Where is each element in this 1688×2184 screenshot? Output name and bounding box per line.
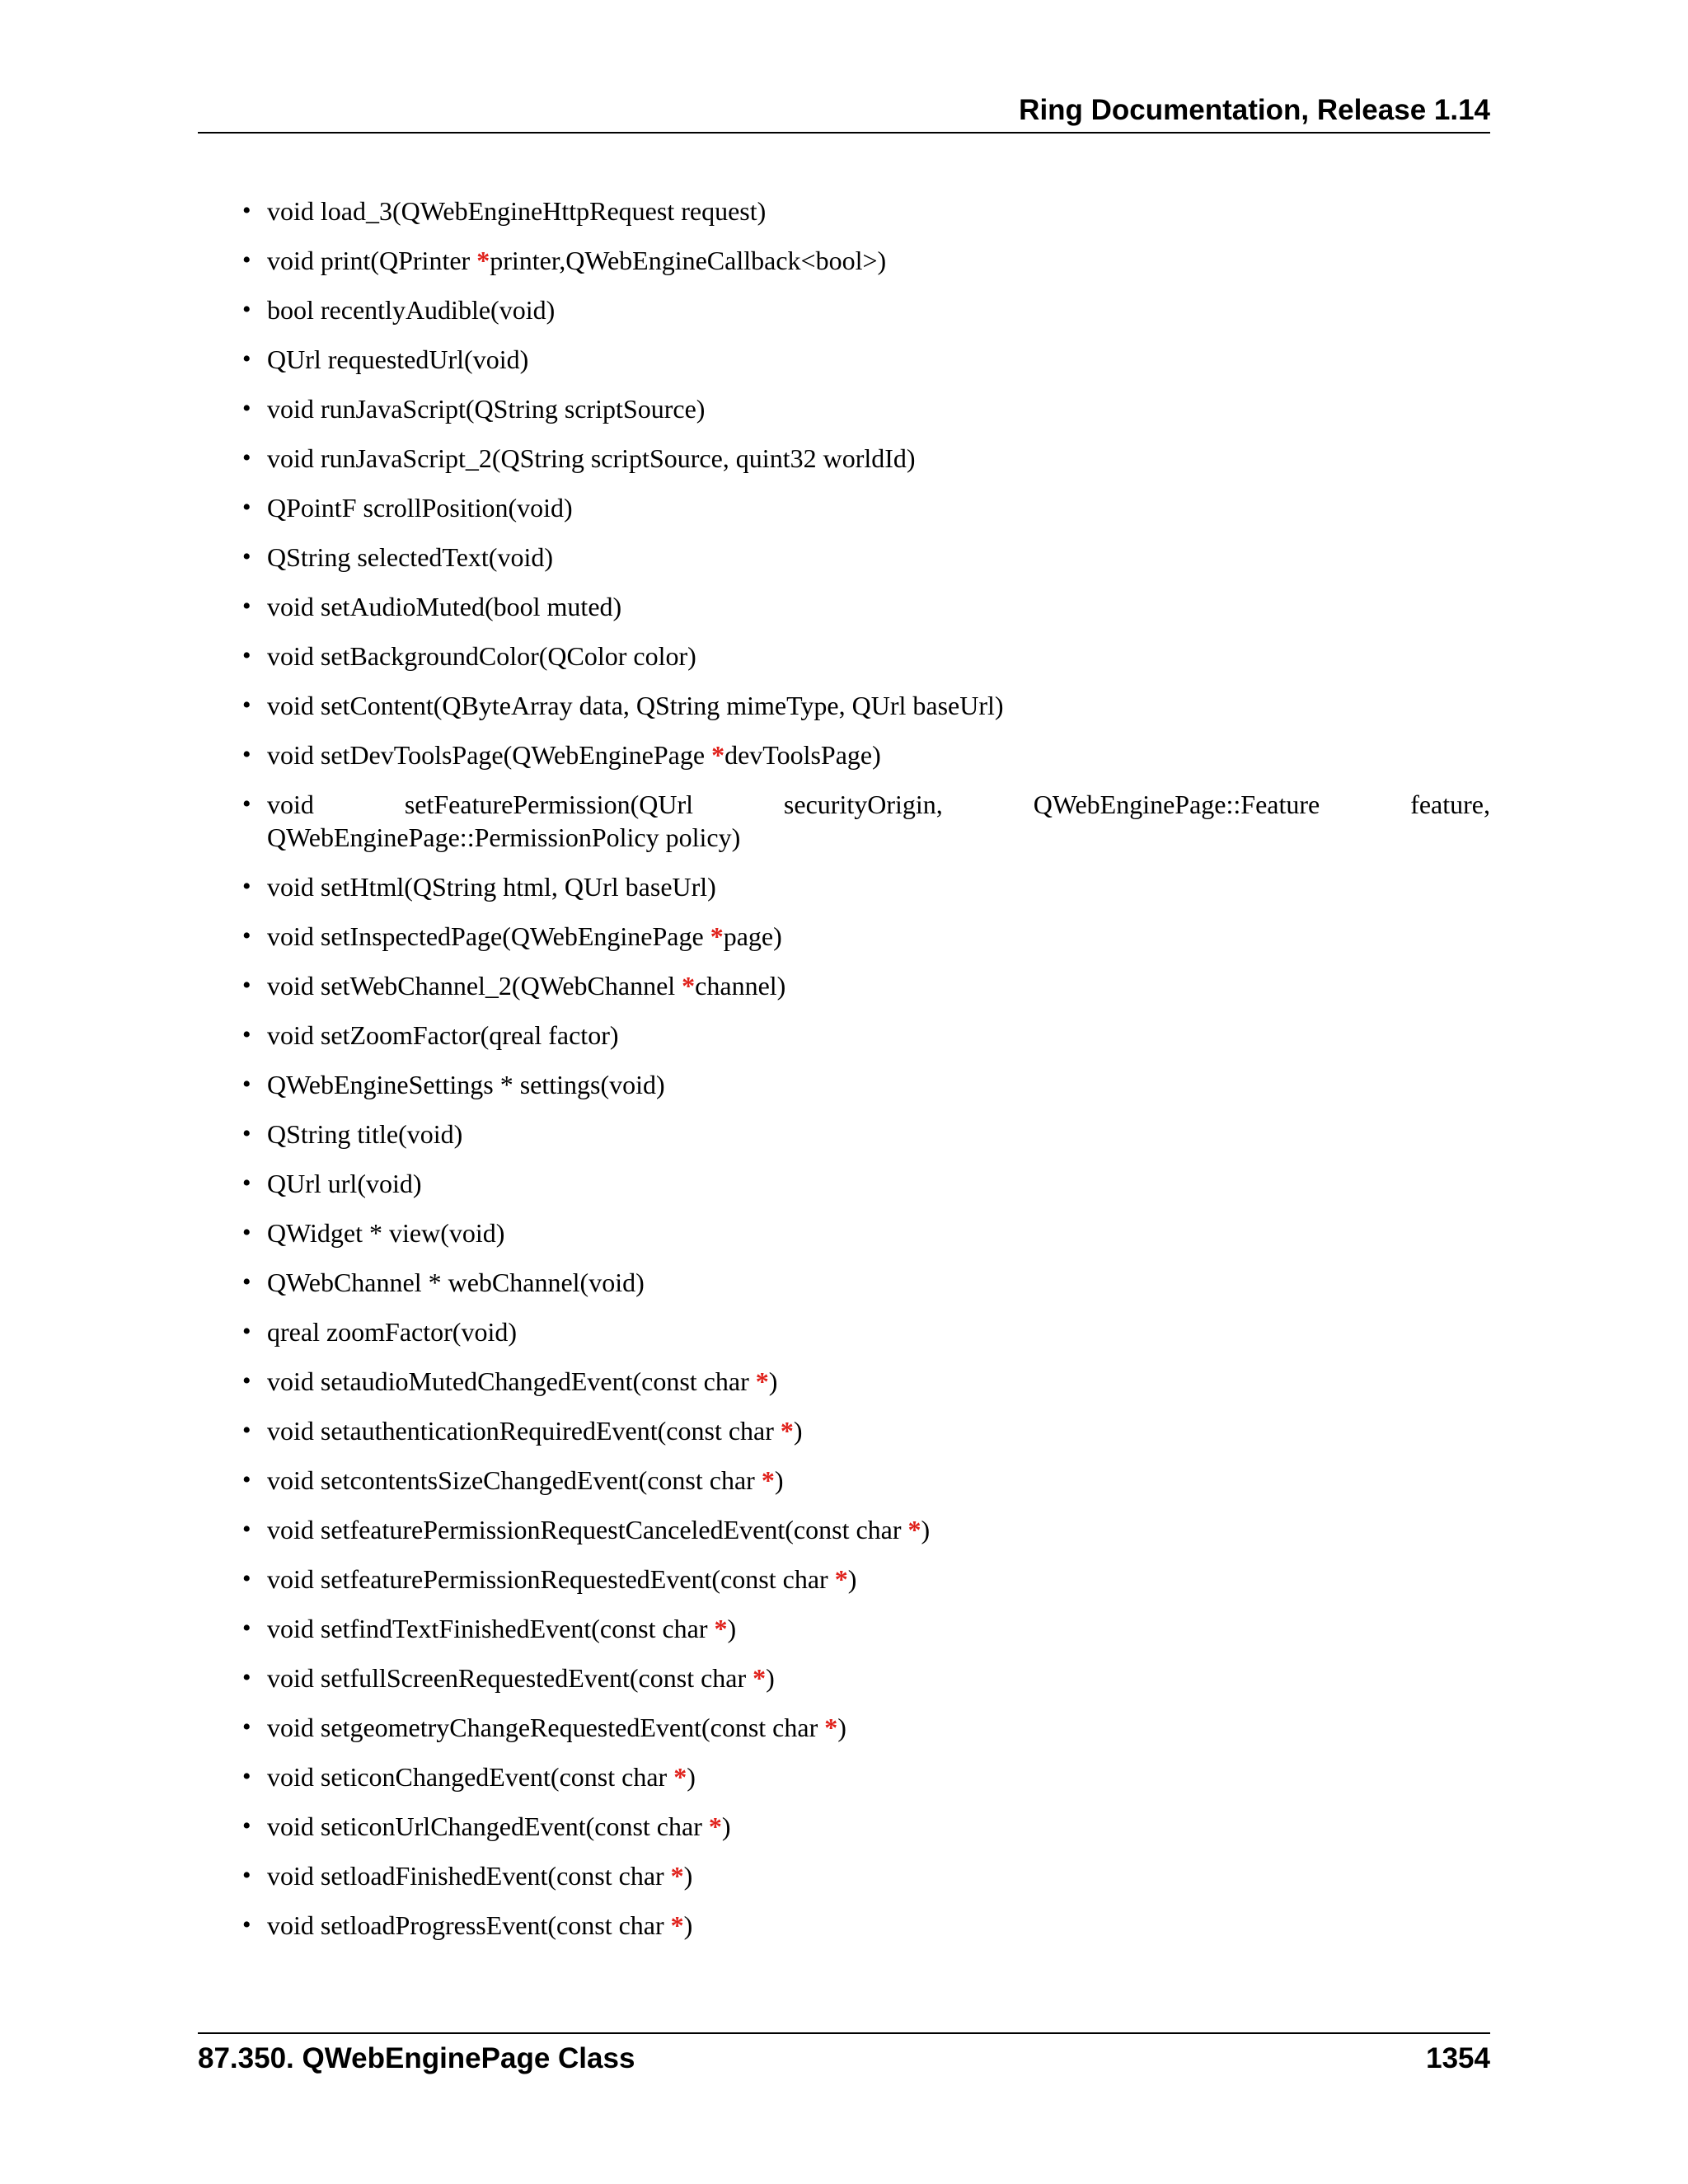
method-item bbox=[198, 1266, 1490, 1299]
pointer-asterisk: * bbox=[907, 1515, 921, 1544]
method-signature-text: QString title(void) bbox=[267, 1119, 463, 1149]
pointer-asterisk: * bbox=[682, 971, 696, 1001]
method-signature-text: QString selectedText(void) bbox=[267, 542, 553, 572]
method-item bbox=[198, 1068, 1490, 1101]
method-signature-text: ) bbox=[793, 1416, 803, 1446]
pointer-asterisk: * bbox=[711, 740, 725, 770]
method-signature-text: void setFeaturePermission(QUrl securityOrigin, QWebEnginePage::Feature feature, QWebEnginePage::PermissionPolicy policy) bbox=[267, 790, 1490, 852]
method-signature-text: ) bbox=[847, 1564, 857, 1594]
method-item bbox=[198, 870, 1490, 903]
pointer-asterisk: * bbox=[673, 1762, 687, 1792]
method-item bbox=[198, 1414, 1490, 1447]
pointer-asterisk: * bbox=[761, 1465, 775, 1495]
method-item bbox=[198, 1365, 1490, 1398]
method-signature-text: ) bbox=[683, 1910, 693, 1940]
method-item bbox=[198, 640, 1490, 673]
method-item bbox=[198, 392, 1490, 425]
method-item bbox=[198, 1760, 1490, 1793]
method-signature-text: void setgeometryChangeRequestedEvent(const char bbox=[267, 1713, 825, 1742]
page-number: 1354 bbox=[1426, 2042, 1490, 2074]
method-signature-text: void setZoomFactor(qreal factor) bbox=[267, 1020, 619, 1050]
method-list bbox=[198, 194, 1490, 1958]
method-signature-text: void setcontentsSizeChangedEvent(const char bbox=[267, 1465, 762, 1495]
method-signature-text: void setDevToolsPage(QWebEnginePage bbox=[267, 740, 712, 770]
method-signature-text: void setInspectedPage(QWebEnginePage bbox=[267, 921, 710, 951]
pointer-asterisk: * bbox=[714, 1614, 728, 1643]
method-item bbox=[198, 343, 1490, 376]
method-item bbox=[198, 1118, 1490, 1151]
method-signature-text: ) bbox=[727, 1614, 737, 1643]
method-signature-text: void setauthenticationRequiredEvent(const char bbox=[267, 1416, 781, 1446]
method-item bbox=[198, 1661, 1490, 1694]
method-item bbox=[198, 969, 1490, 1002]
method-signature-text: void seticonUrlChangedEvent(const char bbox=[267, 1811, 709, 1841]
method-item bbox=[198, 1612, 1490, 1645]
pointer-asterisk: * bbox=[834, 1564, 848, 1594]
method-item bbox=[198, 788, 1490, 854]
method-item bbox=[198, 244, 1490, 277]
method-item bbox=[198, 920, 1490, 953]
pointer-asterisk: * bbox=[670, 1910, 684, 1940]
method-item bbox=[198, 1167, 1490, 1200]
pointer-asterisk: * bbox=[753, 1663, 767, 1693]
method-signature-text: void setfullScreenRequestedEvent(const char bbox=[267, 1663, 753, 1693]
method-item bbox=[198, 1513, 1490, 1546]
method-item bbox=[198, 1019, 1490, 1052]
section-title: 87.350. QWebEnginePage Class bbox=[198, 2042, 635, 2074]
method-signature-text: QWidget * view(void) bbox=[267, 1218, 505, 1248]
method-signature-text: channel) bbox=[695, 971, 786, 1001]
method-signature-text: void setContent(QByteArray data, QString mimeType, QUrl baseUrl) bbox=[267, 691, 1004, 720]
method-item bbox=[198, 738, 1490, 771]
pointer-asterisk: * bbox=[824, 1713, 838, 1742]
method-signature-text: QUrl requestedUrl(void) bbox=[267, 344, 529, 374]
method-signature-text: void seticonChangedEvent(const char bbox=[267, 1762, 674, 1792]
method-item bbox=[198, 194, 1490, 227]
method-signature-text: ) bbox=[774, 1465, 784, 1495]
pointer-asterisk: * bbox=[708, 1811, 722, 1841]
method-item bbox=[198, 1711, 1490, 1744]
document-title: Ring Documentation, Release 1.14 bbox=[1019, 94, 1490, 126]
pointer-asterisk: * bbox=[755, 1366, 769, 1396]
method-signature-text: void setWebChannel_2(QWebChannel bbox=[267, 971, 682, 1001]
pointer-asterisk: * bbox=[670, 1861, 684, 1891]
method-signature-text: devToolsPage) bbox=[724, 740, 881, 770]
method-signature-text: void setloadProgressEvent(const char bbox=[267, 1910, 671, 1940]
page-footer bbox=[198, 2032, 1490, 2077]
method-item bbox=[198, 1810, 1490, 1843]
method-signature-text: void setAudioMuted(bool muted) bbox=[267, 592, 622, 621]
method-signature-text: void setBackgroundColor(QColor color) bbox=[267, 641, 696, 671]
method-signature-text: ) bbox=[687, 1762, 696, 1792]
method-signature-text: QUrl url(void) bbox=[267, 1169, 422, 1198]
method-signature-text: page) bbox=[723, 921, 782, 951]
method-signature-text: void setfeaturePermissionRequestedEvent(const char bbox=[267, 1564, 835, 1594]
method-signature-text: void print(QPrinter bbox=[267, 246, 477, 275]
method-item bbox=[198, 1563, 1490, 1596]
method-signature-text: void load_3(QWebEngineHttpRequest request) bbox=[267, 196, 767, 226]
method-item bbox=[198, 1216, 1490, 1249]
pointer-asterisk: * bbox=[710, 921, 724, 951]
method-signature-text: printer,QWebEngineCallback<bool>) bbox=[490, 246, 887, 275]
method-signature-text: ) bbox=[837, 1713, 846, 1742]
method-signature-text: void setloadFinishedEvent(const char bbox=[267, 1861, 671, 1891]
method-signature-text: ) bbox=[921, 1515, 931, 1544]
method-signature-text: void runJavaScript_2(QString scriptSource, quint32 worldId) bbox=[267, 443, 916, 473]
method-item bbox=[198, 1859, 1490, 1892]
method-item bbox=[198, 1909, 1490, 1942]
method-item bbox=[198, 689, 1490, 722]
pointer-asterisk: * bbox=[476, 246, 490, 275]
method-signature-text: void setfindTextFinishedEvent(const char bbox=[267, 1614, 715, 1643]
method-signature-text: void setHtml(QString html, QUrl baseUrl) bbox=[267, 872, 716, 902]
method-item bbox=[198, 1464, 1490, 1497]
method-signature-text: ) bbox=[766, 1663, 775, 1693]
method-signature-text: ) bbox=[683, 1861, 693, 1891]
method-signature-text: void setfeaturePermissionRequestCanceledEvent(const char bbox=[267, 1515, 908, 1544]
method-item bbox=[198, 491, 1490, 524]
method-item bbox=[198, 293, 1490, 326]
method-signature-text: QPointF scrollPosition(void) bbox=[267, 493, 573, 523]
method-signature-text: void setaudioMutedChangedEvent(const char bbox=[267, 1366, 756, 1396]
method-signature-text: ) bbox=[768, 1366, 778, 1396]
method-signature-text: void runJavaScript(QString scriptSource) bbox=[267, 394, 706, 424]
method-item bbox=[198, 1315, 1490, 1348]
pointer-asterisk: * bbox=[780, 1416, 794, 1446]
method-signature-text: bool recentlyAudible(void) bbox=[267, 295, 556, 325]
method-signature-text: QWebEngineSettings * settings(void) bbox=[267, 1070, 665, 1099]
method-item bbox=[198, 541, 1490, 574]
page-header bbox=[198, 92, 1490, 134]
method-signature-text: QWebChannel * webChannel(void) bbox=[267, 1268, 645, 1297]
method-item bbox=[198, 590, 1490, 623]
method-item bbox=[198, 442, 1490, 475]
method-signature-text: ) bbox=[721, 1811, 731, 1841]
method-signature-text: qreal zoomFactor(void) bbox=[267, 1317, 517, 1347]
